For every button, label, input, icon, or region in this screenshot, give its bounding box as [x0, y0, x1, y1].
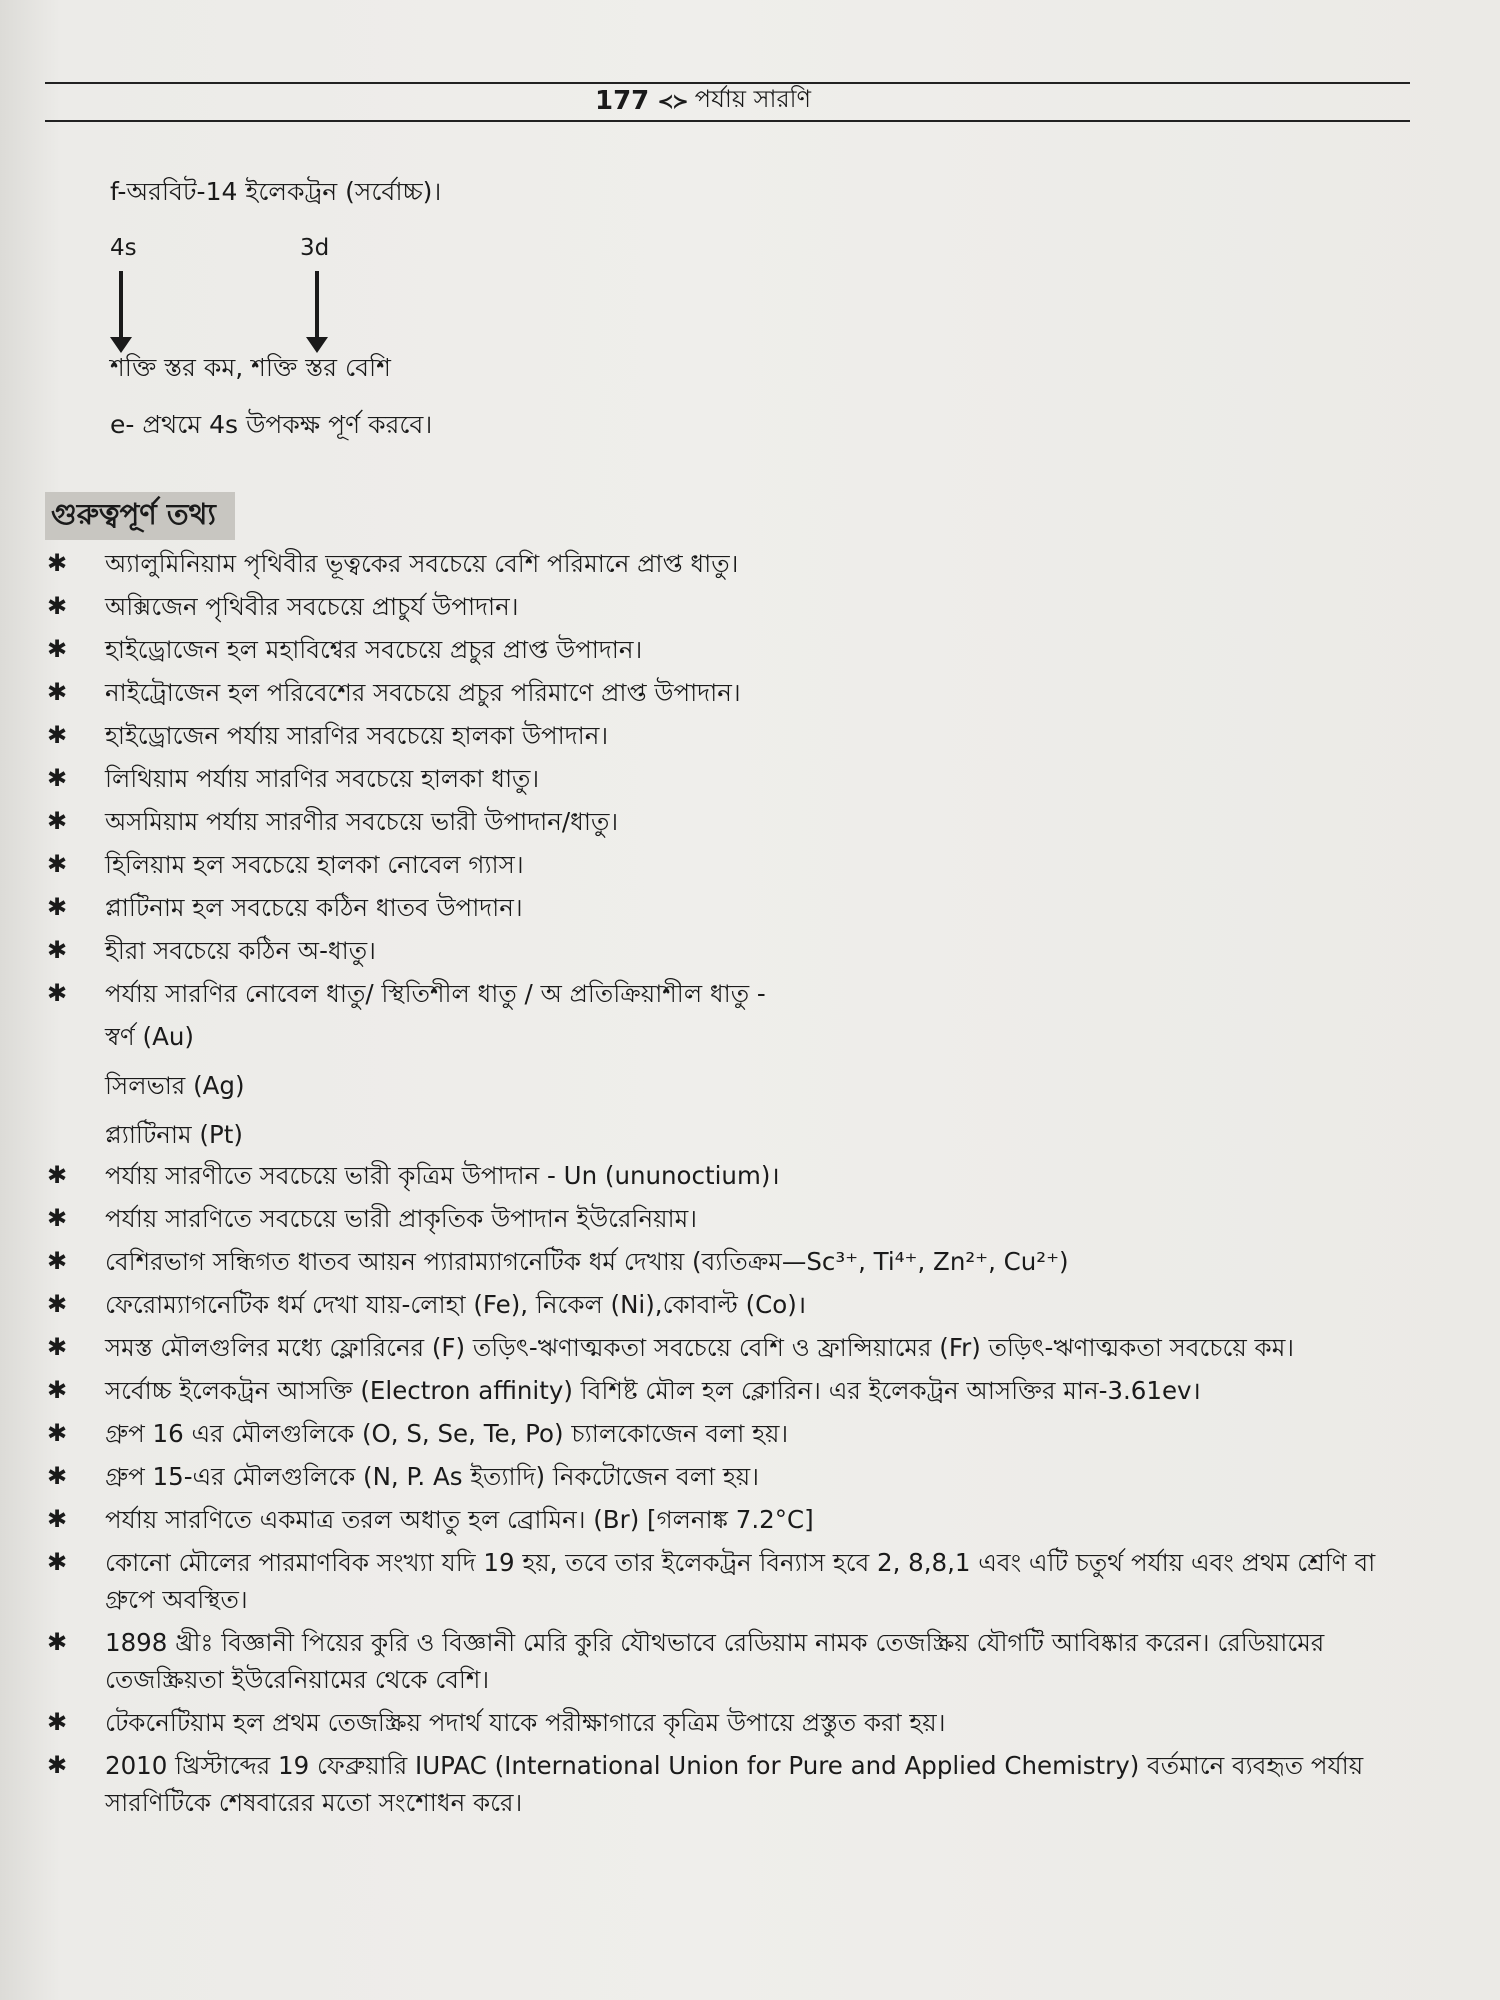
asterisk-icon: ✱: [47, 1333, 68, 1361]
asterisk-icon: ✱: [47, 1462, 68, 1490]
list-item: ✱ অ্যালুমিনিয়াম পৃথিবীর ভূত্বকের সবচেয়ে বেশি পরিমানে প্রাপ্ত ধাতু।: [45, 545, 1415, 582]
list-item: ✱ নাইট্রোজেন হল পরিবেশের সবচেয়ে প্রচুর পরিমাণে প্রাপ্ত উপাদান।: [45, 674, 1415, 711]
list-item: ✱ হাইড্রোজেন পর্যায় সারণির সবচেয়ে হালকা উপাদান।: [45, 717, 1415, 754]
list-item: ✱ গ্রুপ 16 এর মৌলগুলিকে (O, S, Se, Te, Po) চ্যালকোজেন বলা হয়।: [45, 1415, 1415, 1452]
asterisk-icon: ✱: [47, 807, 68, 835]
asterisk-icon: ✱: [47, 721, 68, 749]
asterisk-icon: ✱: [47, 549, 68, 577]
noble-metal-gold: স্বর্ণ (Au): [105, 1022, 194, 1051]
list-item: ✱ হিলিয়াম হল সবচেয়ে হালকা নোবেল গ্যাস।: [45, 846, 1415, 883]
label-4s: 4s: [110, 235, 137, 261]
page-number: 177: [595, 86, 650, 116]
list-item: ✱ পর্যায় সারণিতে একমাত্র তরল অধাতু হল ব্রোমিন। (Br) [গলনাঙ্ক 7.2°C]: [45, 1501, 1415, 1538]
asterisk-icon: ✱: [47, 1419, 68, 1447]
facts-list: [45, 545, 1415, 1827]
list-item: ✱ 2010 খ্রিস্টাব্দের 19 ফেব্রুয়ারি IUPAC (International Union for Pure and Applied Chemistry) বর্তমানে ব্যবহৃত পর্যায় সারণিটিকে শেষবারের মতো সংশোধন করে।: [45, 1747, 1415, 1821]
list-item: ✱ প্লাটিনাম হল সবচেয়ে কঠিন ধাতব উপাদান।: [45, 889, 1415, 926]
asterisk-icon: ✱: [47, 1505, 68, 1533]
list-item: ✱ অক্সিজেন পৃথিবীর সবচেয়ে প্রাচুর্য উপাদান।: [45, 588, 1415, 625]
list-item: ✱ পর্যায় সারণির নোবেল ধাতু/ স্থিতিশীল ধাতু / অ প্রতিক্রিয়াশীল ধাতু -: [45, 975, 1415, 1012]
asterisk-icon: ✱: [47, 1548, 68, 1576]
asterisk-icon: ✱: [47, 1290, 68, 1318]
down-arrow-icon: [119, 271, 123, 341]
asterisk-icon: ✱: [47, 1628, 68, 1656]
list-item: ✱ পর্যায় সারণীতে সবচেয়ে ভারী কৃত্রিম উপাদান - Un (ununoctium)।: [45, 1157, 1415, 1194]
list-item: ✱ হীরা সবচেয়ে কঠিন অ-ধাতু।: [45, 932, 1415, 969]
list-item: ✱ টেকনেটিয়াম হল প্রথম তেজস্ক্রিয় পদার্থ যাকে পরীক্ষাগারে কৃত্রিম উপায়ে প্রস্তুত করা হয়।: [45, 1704, 1415, 1741]
list-item: ✱ পর্যায় সারণিতে সবচেয়ে ভারী প্রাকৃতিক উপাদান ইউরেনিয়াম।: [45, 1200, 1415, 1237]
list-item: ✱ লিথিয়াম পর্যায় সারণির সবচেয়ে হালকা ধাতু।: [45, 760, 1415, 797]
asterisk-icon: ✱: [47, 1376, 68, 1404]
chevrons-icon: ≺≻: [657, 89, 687, 113]
list-item: ✱ কোনো মৌলের পারমাণবিক সংখ্যা যদি 19 হয়, তবে তার ইলেকট্রন বিন্যাস হবে 2, 8,8,1 এবং এটি চতুর্থ পর্যায় এবং প্রথম শ্রেণি বা গ্রুপে অবস্থিত।: [45, 1544, 1415, 1618]
asterisk-icon: ✱: [47, 678, 68, 706]
list-item: ✱ অসমিয়াম পর্যায় সারণীর সবচেয়ে ভারী উপাদান/ধাতু।: [45, 803, 1415, 840]
asterisk-icon: ✱: [47, 893, 68, 921]
list-item: ✱ 1898 খ্রীঃ বিজ্ঞানী পিয়ের কুরি ও বিজ্ঞানী মেরি কুরি যৌথভাবে রেডিয়াম নামক তেজস্ক্রিয় যৌগটি আবিষ্কার করেন। রেডিয়ামের তেজস্ক্রিয়তা ইউরেনিয়ামের থেকে বেশি।: [45, 1624, 1415, 1698]
down-arrow-icon: [315, 271, 319, 341]
asterisk-icon: ✱: [47, 1204, 68, 1232]
asterisk-icon: ✱: [47, 1708, 68, 1736]
orbital-energy-diagram: [90, 235, 590, 365]
asterisk-icon: ✱: [47, 850, 68, 878]
asterisk-icon: ✱: [47, 1751, 68, 1779]
f-orbital-note: f-অরবিট-14 ইলেকট্রন (সর্বোচ্চ)।: [110, 177, 442, 206]
section-heading: গুরুত্বপূর্ণ তথ্য: [45, 492, 235, 540]
list-item: ✱ গ্রুপ 15-এর মৌলগুলিকে (N, P. As ইত্যাদি) নিকটোজেন বলা হয়।: [45, 1458, 1415, 1495]
noble-metal-platinum: প্ল্যাটিনাম (Pt): [105, 1120, 243, 1149]
noble-metal-silver: সিলভার (Ag): [105, 1071, 245, 1100]
list-item: ✱ হাইড্রোজেন হল মহাবিশ্বের সবচেয়ে প্রচুর প্রাপ্ত উপাদান।: [45, 631, 1415, 668]
asterisk-icon: ✱: [47, 979, 68, 1007]
asterisk-icon: ✱: [47, 635, 68, 663]
list-item: ✱ ফেরোম্যাগনেটিক ধর্ম দেখা যায়-লোহা (Fe), নিকেল (Ni),কোবাল্ট (Co)।: [45, 1286, 1415, 1323]
energy-level-note: শক্তি স্তর কম, শক্তি স্তর বেশি: [110, 353, 391, 382]
list-item: ✱ বেশিরভাগ সন্ধিগত ধাতব আয়ন প্যারাম্যাগনেটিক ধর্ম দেখায় (ব্যতিক্রম—Sc³⁺, Ti⁴⁺, Zn²⁺, Cu²⁺): [45, 1243, 1415, 1280]
list-item: ✱ সমস্ত মৌলগুলির মধ্যে ফ্লোরিনের (F) তড়িৎ-ঋণাত্মকতা সবচেয়ে বেশি ও ফ্রান্সিয়ামের (Fr) তড়িৎ-ঋণাত্মকতা সবচেয়ে কম।: [45, 1329, 1415, 1366]
header-bottom-rule: [45, 120, 1410, 122]
chapter-title: পর্যায় সারণি: [694, 85, 812, 113]
list-item: ✱ সর্বোচ্চ ইলেকট্রন আসক্তি (Electron affinity) বিশিষ্ট মৌল হল ক্লোরিন। এর ইলেকট্রন আসক্তির মান-3.61ev।: [45, 1372, 1415, 1409]
asterisk-icon: ✱: [47, 592, 68, 620]
label-3d: 3d: [300, 235, 330, 261]
asterisk-icon: ✱: [47, 1161, 68, 1189]
asterisk-icon: ✱: [47, 764, 68, 792]
asterisk-icon: ✱: [47, 1247, 68, 1275]
page-header: [595, 84, 811, 118]
asterisk-icon: ✱: [47, 936, 68, 964]
subshell-filling-note: e- প্রথমে 4s উপকক্ষ পূর্ণ করবে।: [110, 410, 433, 439]
